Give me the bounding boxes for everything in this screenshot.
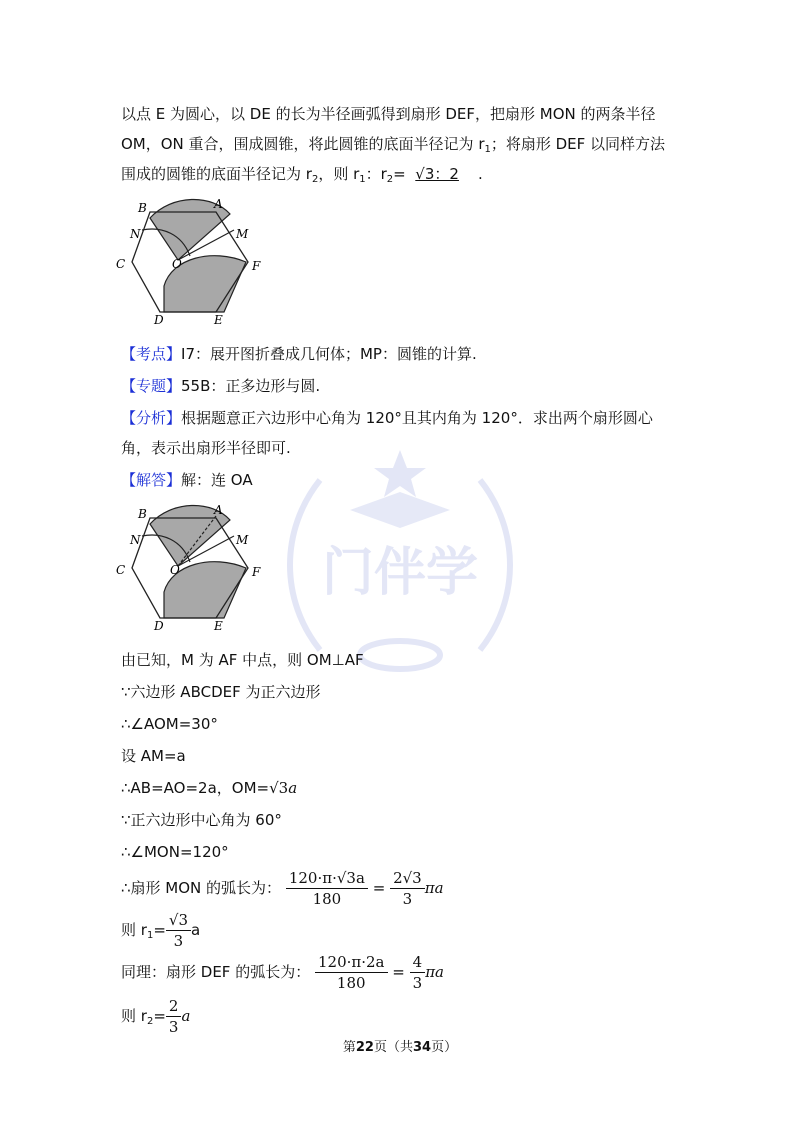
fig1-label-M: M [236,227,249,241]
problem-line-2: OM，ON 重合，围成圆锥，将此圆锥的底面半径记为 $r_1$；将扇形 DEF 以同样方法 [121,135,666,155]
fig2-label-B: B [138,507,147,521]
hexagon-figure-2 [112,502,272,632]
fig2-label-C: C [116,563,126,577]
fig1-label-N: N [130,227,141,241]
step-9: 则 $r_1=$ $\frac{√3}{3}$ a [121,911,201,950]
step-2: ∵六边形 ABCDEF 为正六边形 [121,683,321,701]
fig2-label-E: E [214,619,223,632]
section-fenxi-cont: 角，表示出扇形半径即可. [121,439,291,457]
section-zhuanti: 【专题】55B：正多边形与圆. [121,377,321,395]
problem-line-1: 以点 E 为圆心，以 DE 的长为半径画弧得到扇形 DEF，把扇形 MON 的两条半径 [121,105,656,123]
hexagon-figure-1 [112,196,272,324]
fig1-label-C: C [116,257,126,271]
step-6: ∵正六边形中心角为 60° [121,811,282,829]
step-3: ∴∠AOM=30° [121,715,218,733]
fig2-label-F: F [252,565,261,579]
fig2-label-N: N [130,533,141,547]
fig1-label-F: F [252,259,261,273]
fig1-label-D: D [154,313,164,324]
fig2-label-A: A [214,503,223,517]
fig2-label-O: O [170,563,180,577]
fig2-label-M: M [236,533,249,547]
watermark-text: 门伴学 [321,543,479,603]
fig2-label-D: D [154,619,164,632]
section-kaodian: 【考点】I7：展开图折叠成几何体；MP：圆锥的计算. [121,345,477,363]
page-total: 34 [413,1040,432,1055]
step-8: ∴扇形 MON 的弧长为： $\frac{120\cdot\pi\cdot√3a}{180}$ = $\frac{2√3}{3}$ πa [121,869,444,908]
fraction-mon-arc: $\frac{120\cdot\pi\cdot√3a}{180}$ [286,868,368,909]
step-7: ∴∠MON=120° [121,843,229,861]
fraction-mon-result: $\frac{2√3}{3}$ [390,868,425,909]
problem-line-3: 围成的圆锥的底面半径记为 $r_2$，则 $r_1$：$r_2= √3$：2 . [121,165,483,185]
step-11: 则 $r_2=$ $\frac{2}{3}$ a [121,997,191,1036]
step-4: 设 AM=a [121,747,186,765]
section-fenxi: 【分析】根据题意正六边形中心角为 120°且其内角为 120°．求出两个扇形圆心 [121,409,653,427]
step-1: 由已知，M 为 AF 中点，则 OM⊥AF [121,651,364,669]
section-jieda: 【解答】解：连 OA [121,471,253,489]
step-10: 同理：扇形 DEF 的弧长为： $\frac{120\cdot\pi\cdot 2a}{180}$ = $\frac{4}{3}$ πa [121,953,444,992]
fig1-label-O: O [172,257,182,271]
fraction-def-result: $\frac{4}{3}$ [410,952,426,993]
fraction-r2: $\frac{2}{3}$ [166,996,182,1037]
fig1-label-E: E [214,313,223,324]
fraction-r1: $\frac{√3}{3}$ [166,910,191,951]
page-footer: 第22页（共34页） [342,1040,458,1055]
page-number: 22 [355,1040,374,1055]
answer-blank: √3：2 [415,165,459,183]
fig1-label-B: B [138,201,147,215]
fig1-label-A: A [214,197,223,211]
fraction-def-arc: $\frac{120\cdot\pi\cdot 2a}{180}$ [315,952,388,993]
step-5: ∴AB=AO=2a，OM=√3a [121,779,298,797]
